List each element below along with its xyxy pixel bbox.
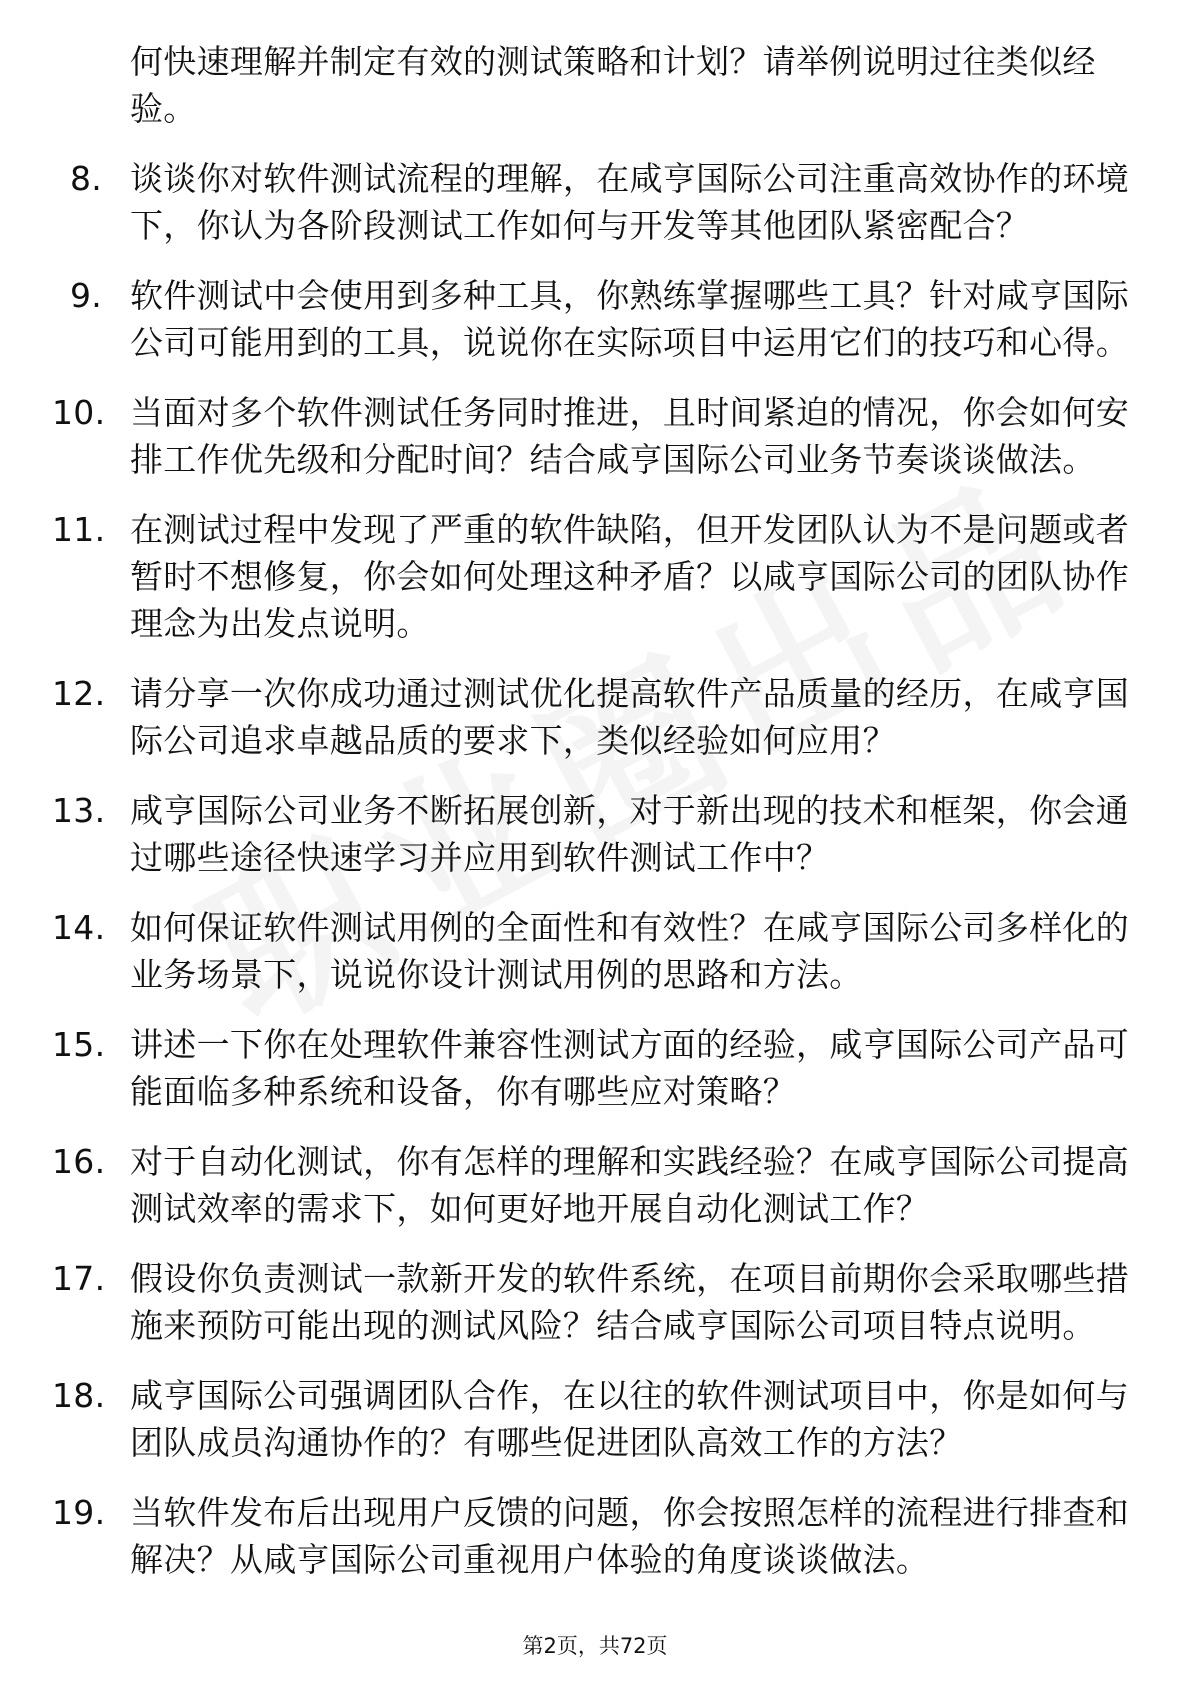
question-number: 9. (70, 276, 103, 315)
question-text: 当面对多个软件测试任务同时推进，且时间紧迫的情况，你会如何安排工作优先级和分配时间？结合咸亨国际公司业务节奏谈谈做法。 (130, 393, 1129, 479)
question-list (0, 38, 1190, 1606)
question-number: 19. (52, 1493, 106, 1532)
question-number: 18. (52, 1376, 106, 1415)
question-number: 12. (52, 674, 106, 713)
question-number: 14. (52, 908, 106, 947)
list-item (0, 272, 1130, 366)
list-item (0, 1021, 1130, 1115)
question-number: 13. (52, 791, 106, 830)
question-text: 当软件发布后出现用户反馈的问题，你会按照怎样的流程进行排查和解决？从咸亨国际公司重视用户体验的角度谈谈做法。 (130, 1493, 1129, 1579)
question-text: 如何保证软件测试用例的全面性和有效性？在咸亨国际公司多样化的业务场景下，说说你设计测试用例的思路和方法。 (130, 908, 1129, 994)
list-item (0, 155, 1130, 249)
list-item (0, 787, 1130, 881)
question-number: 17. (52, 1259, 106, 1298)
list-item (0, 506, 1130, 647)
question-text: 软件测试中会使用到多种工具，你熟练掌握哪些工具？针对咸亨国际公司可能用到的工具，说说你在实际项目中运用它们的技巧和心得。 (130, 276, 1129, 362)
list-item-continuation (0, 38, 1130, 132)
question-text: 请分享一次你成功通过测试优化提高软件产品质量的经历，在咸亨国际公司追求卓越品质的要求下，类似经验如何应用？ (130, 674, 1129, 760)
question-number: 11. (52, 510, 106, 549)
question-text: 对于自动化测试，你有怎样的理解和实践经验？在咸亨国际公司提高测试效率的需求下，如何更好地开展自动化测试工作？ (130, 1142, 1129, 1228)
list-item (0, 904, 1130, 998)
question-number: 15. (52, 1025, 106, 1064)
page-number: 第2页，共72页 (522, 1634, 668, 1658)
question-text: 咸亨国际公司业务不断拓展创新，对于新出现的技术和框架，你会通过哪些途径快速学习并应用到软件测试工作中？ (130, 791, 1129, 877)
question-text: 假设你负责测试一款新开发的软件系统，在项目前期你会采取哪些措施来预防可能出现的测试风险？结合咸亨国际公司项目特点说明。 (130, 1259, 1129, 1345)
question-number: 10. (52, 393, 106, 432)
list-item (0, 1255, 1130, 1349)
question-number: 8. (70, 159, 103, 198)
question-text: 何快速理解并制定有效的测试策略和计划？请举例说明过往类似经验。 (130, 42, 1096, 128)
list-item (0, 389, 1130, 483)
question-text: 谈谈你对软件测试流程的理解，在咸亨国际公司注重高效协作的环境下，你认为各阶段测试工作如何与开发等其他团队紧密配合？ (130, 159, 1129, 245)
list-item (0, 1489, 1130, 1583)
list-item (0, 1372, 1130, 1466)
list-item (0, 670, 1130, 764)
question-text: 讲述一下你在处理软件兼容性测试方面的经验，咸亨国际公司产品可能面临多种系统和设备，你有哪些应对策略？ (130, 1025, 1129, 1111)
question-text: 咸亨国际公司强调团队合作，在以往的软件测试项目中，你是如何与团队成员沟通协作的？有哪些促进团队高效工作的方法？ (130, 1376, 1129, 1462)
list-item (0, 1138, 1130, 1232)
question-number: 16. (52, 1142, 106, 1181)
question-text: 在测试过程中发现了严重的软件缺陷，但开发团队认为不是问题或者暂时不想修复，你会如何处理这种矛盾？以咸亨国际公司的团队协作理念为出发点说明。 (130, 510, 1129, 643)
